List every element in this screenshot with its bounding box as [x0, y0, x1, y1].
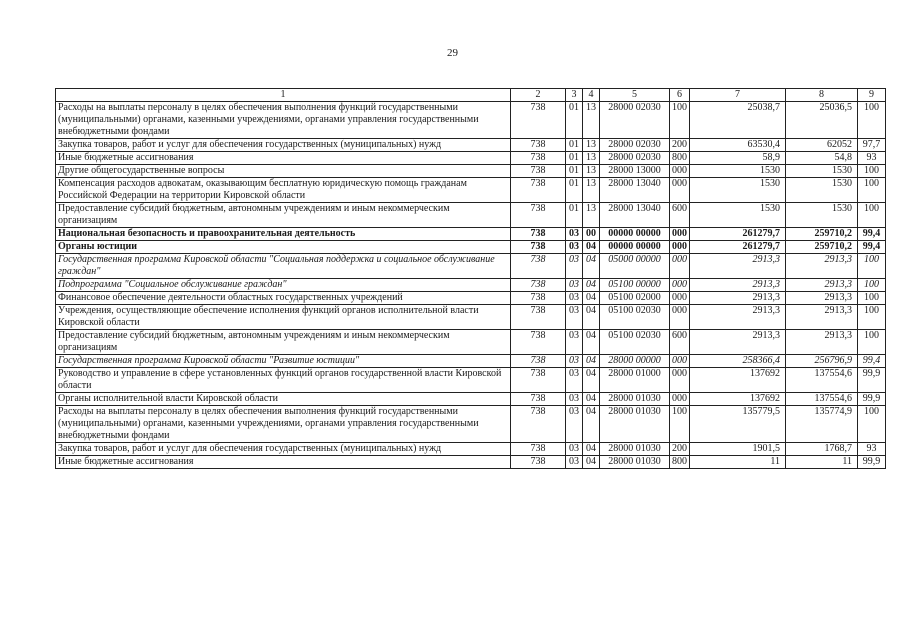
row-percent-cell: 100	[858, 178, 886, 203]
row-admin-cell: 738	[511, 139, 566, 152]
budget-table	[55, 88, 886, 469]
row-admin-cell: 738	[511, 406, 566, 443]
row-admin-cell: 738	[511, 102, 566, 139]
row-plan-cell: 2913,3	[690, 292, 786, 305]
row-admin-cell: 738	[511, 292, 566, 305]
row-actual-cell: 137554,6	[786, 368, 858, 393]
row-target-cell: 05100 02030	[600, 330, 670, 355]
row-actual-cell: 259710,2	[786, 241, 858, 254]
row-percent-cell: 99,4	[858, 228, 886, 241]
row-plan-cell: 25038,7	[690, 102, 786, 139]
row-target-cell: 05100 02030	[600, 305, 670, 330]
row-target-cell: 00000 00000	[600, 228, 670, 241]
row-target-cell: 00000 00000	[600, 241, 670, 254]
row-subsection-cell: 13	[583, 178, 600, 203]
row-actual-cell: 2913,3	[786, 254, 858, 279]
row-section-cell: 03	[566, 228, 583, 241]
row-name-cell: Предоставление субсидий бюджетным, автономным учреждениям и иным некоммерческим организациям	[56, 203, 511, 228]
row-section-cell: 03	[566, 305, 583, 330]
row-admin-cell: 738	[511, 355, 566, 368]
row-plan-cell: 11	[690, 456, 786, 469]
row-name-cell: Иные бюджетные ассигнования	[56, 456, 511, 469]
row-target-cell: 28000 01000	[600, 368, 670, 393]
row-actual-cell: 1530	[786, 165, 858, 178]
row-plan-cell: 2913,3	[690, 330, 786, 355]
row-target-cell: 28000 02030	[600, 152, 670, 165]
row-percent-cell: 100	[858, 406, 886, 443]
row-percent-cell: 100	[858, 292, 886, 305]
table-row	[56, 241, 886, 254]
row-target-cell: 28000 01030	[600, 443, 670, 456]
table-row	[56, 355, 886, 368]
row-section-cell: 03	[566, 330, 583, 355]
table-row	[56, 330, 886, 355]
row-percent-cell: 99,4	[858, 355, 886, 368]
row-percent-cell: 97,7	[858, 139, 886, 152]
row-type-cell: 000	[670, 305, 690, 330]
row-type-cell: 000	[670, 241, 690, 254]
row-plan-cell: 135779,5	[690, 406, 786, 443]
row-actual-cell: 54,8	[786, 152, 858, 165]
row-target-cell: 28000 02030	[600, 139, 670, 152]
row-admin-cell: 738	[511, 152, 566, 165]
row-actual-cell: 256796,9	[786, 355, 858, 368]
row-type-cell: 000	[670, 355, 690, 368]
row-type-cell: 800	[670, 152, 690, 165]
row-admin-cell: 738	[511, 368, 566, 393]
row-actual-cell: 2913,3	[786, 279, 858, 292]
row-section-cell: 03	[566, 241, 583, 254]
table-row	[56, 139, 886, 152]
row-subsection-cell: 04	[583, 393, 600, 406]
row-section-cell: 03	[566, 254, 583, 279]
row-percent-cell: 99,9	[858, 368, 886, 393]
row-subsection-cell: 04	[583, 456, 600, 469]
row-target-cell: 05100 02000	[600, 292, 670, 305]
row-plan-cell: 1530	[690, 203, 786, 228]
row-type-cell: 200	[670, 443, 690, 456]
row-plan-cell: 58,9	[690, 152, 786, 165]
header-cell: 2	[511, 89, 566, 102]
header-cell: 7	[690, 89, 786, 102]
row-subsection-cell: 04	[583, 279, 600, 292]
table-row	[56, 254, 886, 279]
row-section-cell: 01	[566, 152, 583, 165]
row-name-cell: Закупка товаров, работ и услуг для обеспечения государственных (муниципальных) нужд	[56, 139, 511, 152]
row-section-cell: 03	[566, 355, 583, 368]
row-target-cell: 05000 00000	[600, 254, 670, 279]
row-target-cell: 28000 13040	[600, 178, 670, 203]
row-plan-cell: 137692	[690, 393, 786, 406]
header-cell: 8	[786, 89, 858, 102]
row-plan-cell: 1530	[690, 165, 786, 178]
table-row	[56, 102, 886, 139]
row-subsection-cell: 04	[583, 254, 600, 279]
row-actual-cell: 62052	[786, 139, 858, 152]
row-section-cell: 01	[566, 165, 583, 178]
row-type-cell: 000	[670, 393, 690, 406]
row-name-cell: Расходы на выплаты персоналу в целях обеспечения выполнения функций государственными (муниципальными) органами, казенными учреждениями, органами управления государственными внебюджетными фондами	[56, 102, 511, 139]
row-name-cell: Учреждения, осуществляющие обеспечение исполнения функций органов исполнительной власти Кировской области	[56, 305, 511, 330]
row-target-cell: 28000 01030	[600, 456, 670, 469]
row-subsection-cell: 13	[583, 139, 600, 152]
row-subsection-cell: 13	[583, 165, 600, 178]
row-subsection-cell: 04	[583, 443, 600, 456]
row-subsection-cell: 04	[583, 406, 600, 443]
row-percent-cell: 99,9	[858, 456, 886, 469]
row-admin-cell: 738	[511, 279, 566, 292]
row-type-cell: 200	[670, 139, 690, 152]
row-subsection-cell: 13	[583, 102, 600, 139]
row-admin-cell: 738	[511, 305, 566, 330]
row-percent-cell: 93	[858, 443, 886, 456]
row-plan-cell: 1901,5	[690, 443, 786, 456]
row-name-cell: Органы юстиции	[56, 241, 511, 254]
row-section-cell: 03	[566, 456, 583, 469]
row-name-cell: Финансовое обеспечение деятельности областных государственных учреждений	[56, 292, 511, 305]
row-name-cell: Закупка товаров, работ и услуг для обеспечения государственных (муниципальных) нужд	[56, 443, 511, 456]
row-name-cell: Руководство и управление в сфере установленных функций органов государственной власти Кировской области	[56, 368, 511, 393]
header-cell: 4	[583, 89, 600, 102]
row-type-cell: 000	[670, 165, 690, 178]
row-name-cell: Государственная программа Кировской области "Развитие юстиции"	[56, 355, 511, 368]
row-admin-cell: 738	[511, 178, 566, 203]
row-name-cell: Подпрограмма "Социальное обслуживание граждан"	[56, 279, 511, 292]
row-actual-cell: 137554,6	[786, 393, 858, 406]
row-subsection-cell: 00	[583, 228, 600, 241]
row-target-cell: 28000 13040	[600, 203, 670, 228]
row-subsection-cell: 13	[583, 152, 600, 165]
row-subsection-cell: 04	[583, 292, 600, 305]
row-section-cell: 01	[566, 178, 583, 203]
row-actual-cell: 11	[786, 456, 858, 469]
row-actual-cell: 25036,5	[786, 102, 858, 139]
header-cell: 9	[858, 89, 886, 102]
row-percent-cell: 99,9	[858, 393, 886, 406]
row-plan-cell: 2913,3	[690, 305, 786, 330]
row-subsection-cell: 04	[583, 241, 600, 254]
row-name-cell: Государственная программа Кировской области "Социальная поддержка и социальное обслуживание граждан"	[56, 254, 511, 279]
table-row	[56, 292, 886, 305]
row-percent-cell: 100	[858, 102, 886, 139]
row-plan-cell: 2913,3	[690, 254, 786, 279]
header-row	[56, 89, 886, 102]
table-row	[56, 203, 886, 228]
row-admin-cell: 738	[511, 228, 566, 241]
row-actual-cell: 1530	[786, 178, 858, 203]
row-name-cell: Органы исполнительной власти Кировской области	[56, 393, 511, 406]
row-plan-cell: 258366,4	[690, 355, 786, 368]
row-type-cell: 000	[670, 279, 690, 292]
row-admin-cell: 738	[511, 241, 566, 254]
row-type-cell: 600	[670, 203, 690, 228]
row-section-cell: 03	[566, 292, 583, 305]
row-admin-cell: 738	[511, 203, 566, 228]
row-subsection-cell: 04	[583, 330, 600, 355]
table-row	[56, 406, 886, 443]
row-section-cell: 03	[566, 443, 583, 456]
row-name-cell: Предоставление субсидий бюджетным, автономным учреждениям и иным некоммерческим организациям	[56, 330, 511, 355]
table-row	[56, 305, 886, 330]
row-name-cell: Национальная безопасность и правоохранительная деятельность	[56, 228, 511, 241]
row-admin-cell: 738	[511, 443, 566, 456]
row-type-cell: 100	[670, 406, 690, 443]
row-percent-cell: 100	[858, 203, 886, 228]
row-percent-cell: 99,4	[858, 241, 886, 254]
row-percent-cell: 100	[858, 330, 886, 355]
table-row	[56, 152, 886, 165]
row-percent-cell: 100	[858, 305, 886, 330]
row-target-cell: 28000 00000	[600, 355, 670, 368]
row-plan-cell: 1530	[690, 178, 786, 203]
row-section-cell: 01	[566, 102, 583, 139]
table-row	[56, 456, 886, 469]
table-row	[56, 393, 886, 406]
row-subsection-cell: 04	[583, 305, 600, 330]
row-admin-cell: 738	[511, 254, 566, 279]
row-percent-cell: 100	[858, 279, 886, 292]
row-name-cell: Иные бюджетные ассигнования	[56, 152, 511, 165]
row-percent-cell: 100	[858, 254, 886, 279]
table-row	[56, 279, 886, 292]
row-actual-cell: 135774,9	[786, 406, 858, 443]
header-cell: 6	[670, 89, 690, 102]
row-target-cell: 28000 02030	[600, 102, 670, 139]
header-cell: 5	[600, 89, 670, 102]
row-target-cell: 28000 01030	[600, 393, 670, 406]
row-admin-cell: 738	[511, 456, 566, 469]
row-admin-cell: 738	[511, 165, 566, 178]
row-type-cell: 000	[670, 254, 690, 279]
row-name-cell: Компенсация расходов адвокатам, оказывающим бесплатную юридическую помощь гражданам Российской Федерации на территории Кировской области	[56, 178, 511, 203]
row-actual-cell: 1768,7	[786, 443, 858, 456]
row-plan-cell: 261279,7	[690, 241, 786, 254]
row-section-cell: 03	[566, 406, 583, 443]
row-section-cell: 01	[566, 203, 583, 228]
row-type-cell: 600	[670, 330, 690, 355]
header-cell: 1	[56, 89, 511, 102]
row-actual-cell: 1530	[786, 203, 858, 228]
row-target-cell: 28000 13000	[600, 165, 670, 178]
row-percent-cell: 93	[858, 152, 886, 165]
row-subsection-cell: 04	[583, 355, 600, 368]
row-type-cell: 800	[670, 456, 690, 469]
table-row	[56, 228, 886, 241]
table-row	[56, 368, 886, 393]
table-row	[56, 443, 886, 456]
row-actual-cell: 2913,3	[786, 292, 858, 305]
row-admin-cell: 738	[511, 393, 566, 406]
row-section-cell: 03	[566, 279, 583, 292]
row-plan-cell: 2913,3	[690, 279, 786, 292]
row-actual-cell: 2913,3	[786, 330, 858, 355]
row-actual-cell: 2913,3	[786, 305, 858, 330]
row-admin-cell: 738	[511, 330, 566, 355]
row-type-cell: 000	[670, 292, 690, 305]
row-plan-cell: 63530,4	[690, 139, 786, 152]
row-type-cell: 000	[670, 228, 690, 241]
row-actual-cell: 259710,2	[786, 228, 858, 241]
table-row	[56, 165, 886, 178]
row-target-cell: 28000 01030	[600, 406, 670, 443]
row-section-cell: 03	[566, 393, 583, 406]
row-plan-cell: 137692	[690, 368, 786, 393]
row-subsection-cell: 04	[583, 368, 600, 393]
table-row	[56, 178, 886, 203]
row-percent-cell: 100	[858, 165, 886, 178]
row-name-cell: Расходы на выплаты персоналу в целях обеспечения выполнения функций государственными (муниципальными) органами, казенными учреждениями, органами управления государственными внебюджетными фондами	[56, 406, 511, 443]
row-type-cell: 000	[670, 368, 690, 393]
row-section-cell: 01	[566, 139, 583, 152]
row-subsection-cell: 13	[583, 203, 600, 228]
row-type-cell: 000	[670, 178, 690, 203]
row-section-cell: 03	[566, 368, 583, 393]
row-type-cell: 100	[670, 102, 690, 139]
row-target-cell: 05100 00000	[600, 279, 670, 292]
row-plan-cell: 261279,7	[690, 228, 786, 241]
header-cell: 3	[566, 89, 583, 102]
row-name-cell: Другие общегосударственные вопросы	[56, 165, 511, 178]
page-number: 29	[447, 47, 458, 59]
